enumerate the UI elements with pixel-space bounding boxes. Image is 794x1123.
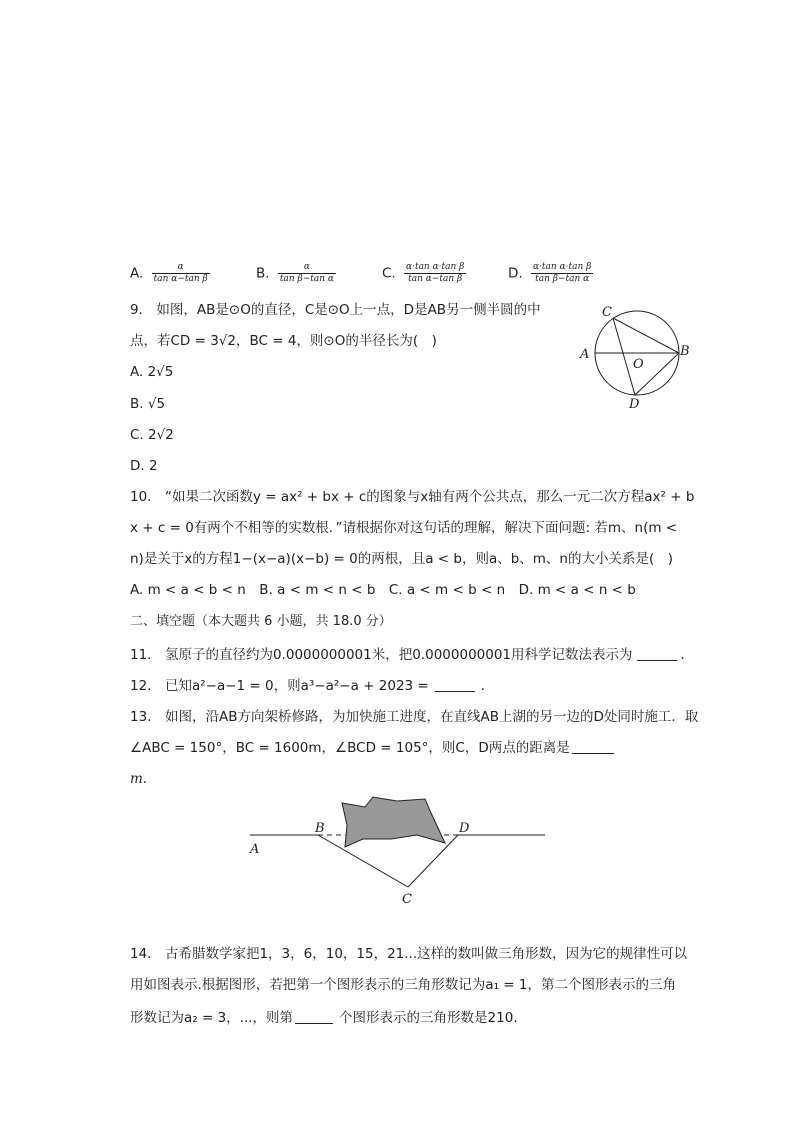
label-a: A [580, 347, 590, 362]
q10-options: A. m < a < b < n B. a < m < n < b C. a < m < b < n D. m < a < n < b [130, 582, 636, 598]
label-a: A [250, 842, 260, 857]
q8-option-c [382, 262, 470, 285]
denominator: tan α−tan β [404, 273, 466, 285]
option-label: D. [508, 265, 523, 282]
q9-option-b: B. √5 [130, 396, 166, 412]
q11-text: 11. 氢原子的直径约为0.0000000001米，把0.0000000001用科学记数法表示为 [130, 647, 633, 663]
chord-ca [595, 318, 613, 353]
fraction [278, 262, 336, 285]
lake-shape [342, 797, 445, 847]
denominator: tan α−tan β [153, 274, 208, 284]
label-c: C [402, 892, 412, 907]
q8-option-d [508, 262, 597, 285]
numerator: α [303, 262, 310, 272]
label-b: B [680, 344, 690, 359]
denominator: tan β−tan α [279, 274, 334, 284]
denominator: tan β−tan α [531, 273, 593, 285]
q9-line-1: 9. 如图，AB是⊙O的直径，C是⊙O上一点，D是AB另一侧半圆的中 [130, 302, 541, 318]
answer-blank[interactable] [637, 646, 677, 661]
q14-line-2: 用如图表示.根据图形，若把第一个图形表示的三角形数记为a₁ = 1，第二个图形表示的三角 [130, 977, 676, 993]
q12 [130, 676, 494, 696]
option-label: C. [382, 265, 396, 282]
q10-line-1: 10. “如果二次函数y = ax² + bx + c的图象与x轴有两个公共点，那么一元二次方程ax² + b [130, 489, 695, 505]
label-o: O [633, 357, 644, 372]
q9-option-d: D. 2 [130, 458, 158, 474]
answer-blank[interactable] [435, 677, 475, 692]
q9-line-2: 点，若CD = 3√2，BC = 4，则⊙O的半径长为( ) [130, 333, 437, 349]
answer-blank[interactable] [572, 739, 614, 754]
label-b: B [315, 821, 325, 836]
q13-line-2 [130, 738, 614, 758]
answer-blank[interactable] [295, 1009, 333, 1024]
q14-line-3 [130, 1008, 518, 1028]
q14-end: 个图形表示的三角形数是210. [339, 1010, 518, 1026]
fraction [152, 262, 210, 285]
option-label: B. [256, 265, 270, 282]
q9-circle-figure [575, 298, 695, 412]
segment-cd [408, 835, 458, 887]
q14-line-1: 14. 古希腊数学家把1，3，6，10，15，21...这样的数叫做三角形数，因为它的规律性可以 [130, 946, 688, 962]
option-label: A. [130, 265, 144, 282]
label-d: D [629, 397, 640, 412]
label-c: C [602, 305, 612, 320]
q11-end: ． [680, 647, 695, 663]
q13-line-1: 13. 如图，沿AB方向架桥修路，为加快施工进度，在直线AB上湖的另一边的D处同时施工．取 [130, 709, 699, 725]
q13-text: ∠ABC = 150°，BC = 1600m，∠BCD = 105°，则C，D两点的距离是 [130, 740, 570, 756]
q9-option-a: A. 2√5 [130, 364, 174, 380]
numerator: α·tan α·tan β [532, 262, 592, 272]
numerator: α·tan α·tan β [406, 262, 465, 272]
q8-option-a [130, 262, 214, 285]
label-d: D [459, 821, 470, 836]
q13-lake-figure [245, 795, 555, 910]
q14-text: 形数记为a₂ = 3，...，则第 [130, 1010, 294, 1026]
segment-bc [318, 835, 408, 887]
section-heading: 二、填空题（本大题共 6 小题，共 18.0 分） [130, 614, 392, 629]
numerator: α [177, 262, 184, 272]
q9-option-c: C. 2√2 [130, 427, 174, 443]
chord-cb [613, 318, 679, 353]
q12-end: ． [480, 678, 495, 694]
q13-line-3: m. [130, 771, 148, 787]
q12-text: 12. 已知a²−a−1 = 0，则a³−a²−a + 2023 = [130, 678, 429, 694]
fraction [531, 262, 593, 285]
q10-line-2: x + c = 0有两个不相等的实数根．”请根据你对这句话的理解，解决下面问题: 若m、n(m < [130, 520, 678, 536]
q10-line-3: n)是关于x的方程1−(x−a)(x−b) = 0的两根，且a < b，则a、b、m、n的大小关系是( ) [130, 551, 674, 567]
q11 [130, 645, 694, 665]
q8-option-b [256, 262, 340, 285]
fraction [404, 262, 466, 285]
chord-cd [613, 318, 635, 395]
